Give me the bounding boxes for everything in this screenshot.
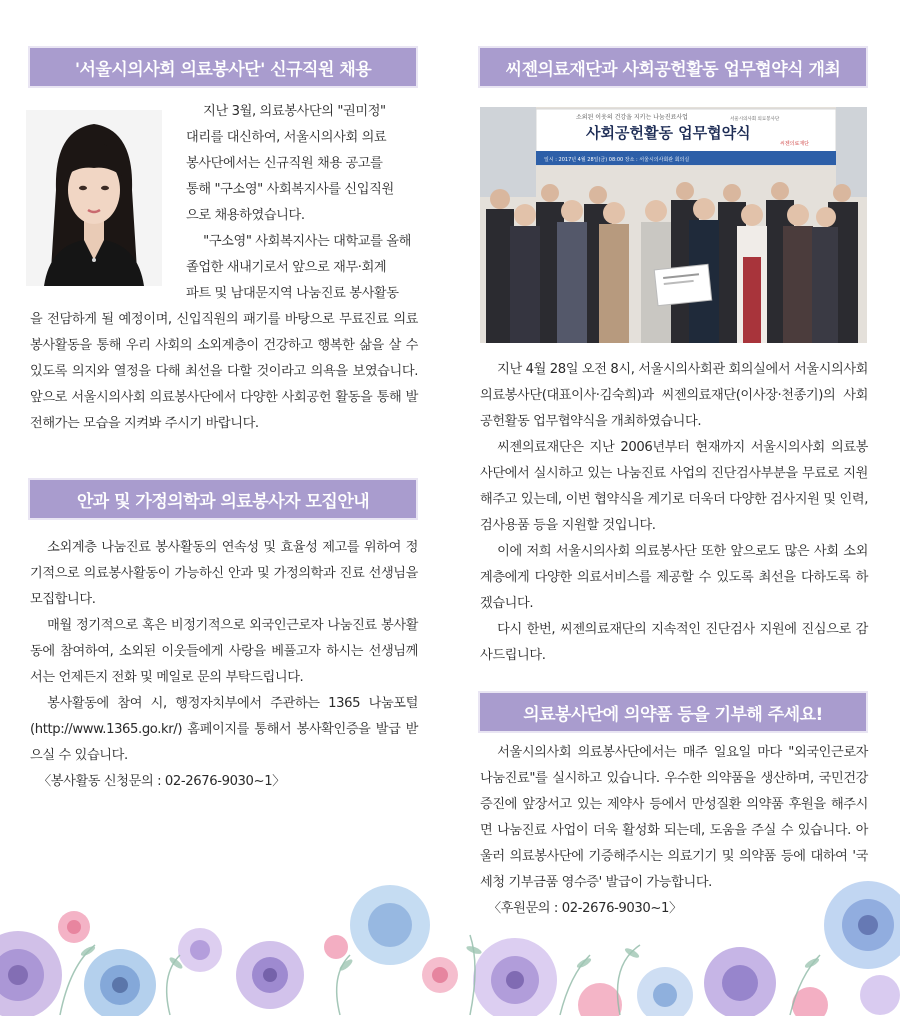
agreement-body	[480, 357, 868, 669]
floral-border	[0, 855, 900, 1016]
donation-contact: 〈후원문의 : 02-2676-9030~1〉	[488, 901, 682, 916]
agreement-paragraph: 다시 한번, 씨젠의료재단의 지속적인 진단검사 지원에 진심으로 감사드립니다.	[480, 622, 868, 663]
recruit-float-text	[186, 99, 418, 307]
portrait-illustration	[26, 110, 162, 286]
recruit-p2-line: "구소영" 사회복지사는 대학교를 올해	[203, 234, 411, 249]
volunteer-paragraph: 봉사활동에 참여 시, 행정자치부에서 주관하는 1365 나눔포털(http://www.1365.go.kr/) 홈페이지를 통해서 봉사확인증을 발급 받으실 수 있습니다.	[30, 696, 418, 763]
recruit-p1-line: 으로 채용하였습니다.	[186, 208, 305, 223]
recruit-p1-line: 통해 "구소영" 사회복지사를 신입직원	[186, 182, 394, 197]
agreement-title: 씨젠의료재단과 사회공헌활동 업무협약식 개최	[505, 59, 841, 80]
donation-paragraph: 서울시의사회 의료봉사단에서는 매주 일요일 마다 "외국인근로자 나눔진료"를 실시하고 있습니다. 우수한 의약품을 생산하며, 국민건강증진에 앞장서고 있는 제약사 등에서 만성질환 의약품 후원을 해주시면 나눔진료 사업이 더욱 활성화 되는데, 도움을 주실 수 있습니다. 아울러 의료봉사단에 기증해주시는 의료기기 및 의약품 등에 대하여 '국세청 기부금품 영수증' 발급이 가능합니다.	[480, 745, 868, 890]
recruit-p2-line: 졸업한 새내기로서 앞으로 재무·회계	[186, 260, 387, 275]
agreement-heading	[480, 48, 866, 86]
banner-small-line: 소외된 이웃의 건강을 지키는 나눔진료사업	[576, 114, 688, 121]
recruit-body-rest	[30, 307, 418, 437]
agreement-paragraph: 씨젠의료재단은 지난 2006년부터 현재까지 서울시의사회 의료봉사단에서 실시하고 있는 나눔진료 사업의 진단검사부분을 무료로 지원해주고 있는데, 이번 협약식을 계기로 더욱더 다양한 검사지원 및 인력, 검사용품 등을 지원할 것입니다.	[480, 440, 868, 533]
recruit-p1-line: 지난 3월, 의료봉사단의 "권미정"	[203, 104, 386, 119]
agreement-paragraph: 지난 4월 28일 오전 8시, 서울시의사회관 회의실에서 서울시의사회 의료봉사단(대표이사·김숙희)과 씨젠의료재단(이사장·천종기)의 사회공헌활동 업무협약식을 개최하였습니다.	[480, 362, 868, 429]
group-photo-illustration	[480, 107, 867, 343]
recruit-p2-line: 파트 및 남대문지역 나눔진료 봉사활동	[186, 286, 399, 301]
donation-heading	[480, 693, 866, 731]
flower-decoration	[0, 855, 900, 1016]
recruit-heading	[30, 48, 416, 86]
volunteer-paragraph: 소외계층 나눔진료 봉사활동의 연속성 및 효율성 제고를 위하여 정기적으로 의료봉사활동이 가능하신 안과 및 가정의학과 진료 선생님을 모집합니다.	[30, 540, 418, 607]
recruit-p1-line: 대리를 대신하여, 서울시의사회 의료	[186, 130, 387, 145]
recruit-p2-rest: 을 전담하게 될 예정이며, 신입직원의 패기를 바탕으로 무료진료 의료봉사활동을 통해 우리 사회의 소외계층이 건강하고 행복한 삶을 살 수 있도록 의지와 열정을 다해 최선을 다할 것이라고 의욕을 보였습니다. 앞으로 서울시의사회 의료봉사단에서 다양한 사회공헌 활동을 통해 발전해가는 모습을 지켜봐 주시기 바랍니다.	[30, 312, 418, 431]
volunteer-heading	[30, 480, 416, 518]
recruit-p1-line: 봉사단에서는 신규직원 채용 공고를	[186, 156, 383, 171]
volunteer-paragraph: 매월 정기적으로 혹은 비정기적으로 외국인근로자 나눔진료 봉사활동에 참여하여, 소외된 이웃들에게 사랑을 베풀고자 하시는 선생님께서는 언제든지 전화 및 메일로 문의 부탁드립니다.	[30, 618, 418, 685]
donation-title: 의료봉사단에 의약품 등을 기부해 주세요!	[523, 704, 823, 725]
banner-logo-right: 씨젠의료재단	[780, 141, 809, 147]
volunteer-contact: 〈봉사활동 신청문의 : 02-2676-9030~1〉	[38, 774, 285, 789]
volunteer-title: 안과 및 가정의학과 의료봉사자 모집안내	[76, 491, 370, 512]
portrait-photo	[26, 110, 162, 286]
volunteer-body	[30, 535, 418, 795]
banner-date-line: 일시 : 2017년 4월 28일(금) 08:00 장소 : 서울시의사회관 회의실	[544, 157, 690, 163]
banner-logo-left: 서울시의사회 의료봉사단	[730, 117, 780, 122]
banner-main-text: 사회공헌활동 업무협약식	[586, 124, 751, 142]
agreement-photo	[480, 107, 867, 343]
recruit-title: '서울시의사회 의료봉사단' 신규직원 채용	[74, 59, 372, 80]
agreement-paragraph: 이에 저희 서울시의사회 의료봉사단 또한 앞으로도 많은 사회 소외계층에게 다양한 의료서비스를 제공할 수 있도록 최선을 다하도록 하겠습니다.	[480, 544, 868, 611]
